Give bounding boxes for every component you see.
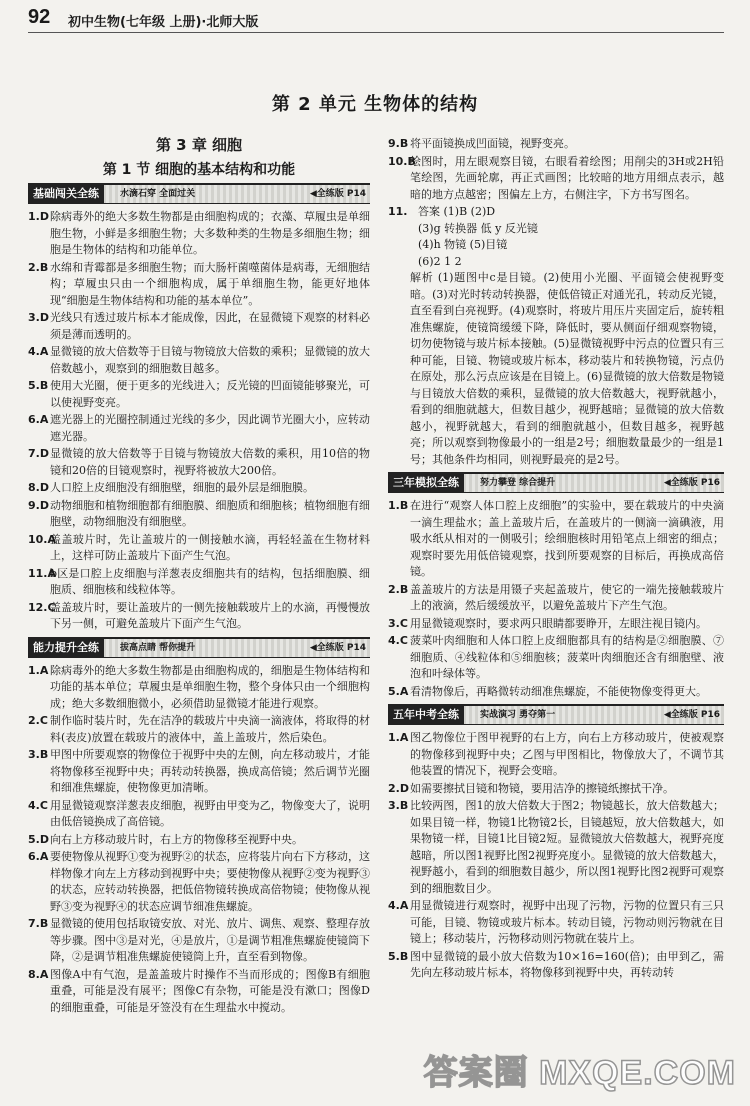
book-title: 初中生物(七年级 上册)·北师大版 (68, 15, 259, 30)
item-text: 看清物像后，再略微转动细准焦螺旋，不能使物像变得更大。 (410, 684, 707, 698)
three-year-answer-list (388, 498, 724, 700)
answer-item (388, 498, 724, 581)
answer-item (388, 154, 724, 204)
item-label: 11.A (28, 566, 56, 580)
item-label: 6.A (28, 850, 49, 863)
answer-item (28, 378, 370, 411)
answer-item (28, 209, 370, 259)
answer-item (28, 967, 370, 1017)
section-title: 第 1 节 细胞的基本结构和功能 (102, 162, 296, 178)
item-text: 如需要擦拭目镜和物镜，要用洁净的擦镜纸擦拭干净。 (410, 781, 674, 795)
item-label: 12.C (28, 600, 56, 614)
item-label: 2.B (388, 582, 409, 596)
item-label: 5.A (388, 684, 409, 698)
item-text: 制作临时装片时，先在洁净的载玻片中央滴一滴液体，将取得的材料(表皮)放置在载玻片的液体中，盖上盖玻片，然后染色。 (50, 714, 370, 744)
band-subtitle: 拔高点睛 帮你提升 (120, 642, 196, 653)
item-text: 图像A中有气泡，是盖盖玻片时操作不当而形成的；图像B有细胞重叠，可能是没有展平；图像C有杂物，可能是没有漱口；图像D的细胞重叠，可能是牙签没有在生理盐水中搅动。 (50, 967, 370, 1014)
item-label: 5.B (28, 379, 49, 392)
answer-item (28, 344, 370, 377)
answer-line: (6)2 1 2 (418, 254, 462, 268)
basic-answer-list (28, 209, 370, 633)
answer-item (28, 600, 370, 633)
item-text: 将平面镜换成凹面镜，视野变亮。 (410, 137, 575, 150)
answer-item (28, 832, 370, 849)
band-ability (28, 637, 370, 658)
unit-title: 第 2 单元 生物体的结构 (271, 94, 479, 115)
item-text: 动物细胞和植物细胞都有细胞膜、细胞质和细胞核；植物细胞有细胞壁，动物细胞没有细胞壁。 (50, 498, 370, 528)
item-text: 除病毒外的绝大多数生物都是由细胞构成的，细胞是生物体结构和功能的基本单位；草履虫是单细胞生物，整个身体只由一个细胞构成；绝大多数细胞微小，必须借助显微镜才能进行观察。 (50, 663, 370, 710)
answer-line: (3)g 转换器 低 y 反光镜 (418, 221, 538, 235)
page-number: 92 (28, 6, 51, 28)
item-label: 1.D (28, 210, 49, 223)
answer-item (28, 446, 370, 479)
item-text: 菠菜叶肉细胞和人体口腔上皮细胞都具有的结构是②细胞膜、⑦细胞质、④线粒体和⑤细胞核；菠菜叶肉细胞还含有细胞壁、液泡和叶绿体等。 (410, 634, 724, 680)
band-subtitle: 努力攀登 综合提升 (480, 478, 556, 488)
answer-item (28, 849, 370, 915)
band-subtitle: 实战演习 勇夺第一 (480, 710, 556, 720)
answer-11 (388, 204, 724, 468)
band-reference: ◀全练版 P14 (309, 642, 366, 653)
item-label: 9.D (28, 498, 49, 512)
answer-item (388, 582, 724, 615)
item-text: 遮光器上的光圈控制通过光线的多少，因此调节光圈大小，应转动遮光器。 (50, 413, 370, 443)
item-text: 盖盖玻片时，先让盖玻片的一侧接触水滴，再轻轻盖在生物材料上，这样可防止盖玻片下面产生气泡。 (50, 532, 370, 562)
item-label: 8.A (28, 967, 49, 981)
item-text: 光线只有透过玻片标本才能成像，因此，在显微镜下观察的材料必须是薄而透明的。 (50, 311, 370, 341)
item-text: 用显微镜观察洋葱表皮细胞，视野由甲变为乙，物像变大了，说明由低倍镜换成了高倍镜。 (50, 798, 370, 828)
band-reference: ◀全练版 P16 (663, 710, 720, 720)
item-text: 盖盖玻片时，要让盖玻片的一侧先接触载玻片上的水滴，再慢慢放下另一侧，可避免盖玻片下面产生气泡。 (50, 600, 370, 630)
answer-line: 答案 (1)B (2)D (418, 205, 496, 218)
item-text: 用显微镜观察时，要求两只眼睛都要睁开，左眼注视目镜内。 (410, 616, 707, 630)
band-tag: 三年模拟全练 (388, 474, 464, 492)
item-text: 除病毒外的绝大多数生物都是由细胞构成的；衣藻、草履虫是单细胞生物，小鲜是多细胞生物；大多数种类的生物是多细胞生物；细胞是生物体的结构和功能单位。 (50, 210, 370, 256)
watermark-logo: 答案圈 MXQE.COM (423, 1054, 736, 1092)
answer-analysis: 解析 (1)题图中c是目镜。(2)使用小光圈、平面镜会使视野变暗。(3)对光时转动转换器，使低倍镜正对通光孔，转动反光镜，直至看到白亮视野。(4)观察时，将玻片用压片夹固定后，旋转粗准焦螺旋，使镜筒缓缓下降，降低时，要从侧面仔细观察物镜，切勿使物镜与玻片标本接触。(5)显微镜视野中污点的位置只有三种可能，目镜、物镜或玻片标本，移动装片和转换物镜，污点仍在原处，那么污点应该是在目镜上。(6)显微镜的放大倍数是物镜与目镜放大倍数的乘积，显微镜的放大倍数越大，视野就越小，看到的细胞就越大，但数目越少，视野越暗；显微镜的放大倍数越小，视野就越大，看到的细胞就越小，但数目越多，视野越亮；所以观察到物像最小的一组是2号；细胞数量最少的一组是1号；其他条件均相同，则视野最亮的是2号。 (410, 271, 724, 466)
item-label: 3.B (388, 799, 409, 812)
item-label: 2.B (28, 260, 49, 274)
band-three-year (388, 472, 724, 493)
item-text: 人口腔上皮细胞没有细胞壁，细胞的最外层是细胞膜。 (50, 481, 314, 494)
answer-item (388, 898, 724, 948)
right-column (388, 136, 724, 983)
item-text: 甲图中所要观察的物像位于视野中央的左侧，向左移动玻片，才能将物像移至视野中央；再转动转换器，换成高倍镜；然后调节光圈和细准焦螺旋，使物像更加清晰。 (50, 748, 370, 794)
item-text: 图乙物像位于图甲视野的右上方，向右上方移动玻片，使被观察的物像移到视野中央；乙图与甲图相比，物像放大了，不调节其他装置的情况下，视野会变暗。 (410, 731, 724, 777)
ability-answer-list (28, 663, 370, 1017)
band-five-year (388, 704, 724, 725)
item-label: 1.B (388, 499, 409, 512)
item-text: 显微镜的放大倍数等于目镜与物镜放大倍数的乘积，用10倍的物镜和20倍的目镜观察时，视野将被放大200倍。 (50, 447, 370, 477)
five-year-answer-list (388, 730, 724, 982)
item-text: 图中显微镜的最小放大倍数为10×16=160(倍)；由甲到乙，需先向左移动玻片标本，将物像移到视野中央，再转动转 (410, 949, 724, 979)
header-divider (28, 32, 724, 33)
answer-item (28, 916, 370, 966)
item-text: 在进行“观察人体口腔上皮细胞”的实验中，要在载玻片的中央滴一滴生理盐水；盖上盖玻片后，在盖玻片的一侧滴一滴碘液，用吸水纸从相对的一侧吸引；绘细胞核时用铅笔点上细密的细点；观察时要先用低倍镜观察，找到所要观察的目标后，再换成高倍镜。 (410, 499, 724, 578)
item-text: 向右上方移动玻片时，右上方的物像移至视野中央。 (50, 832, 303, 846)
item-label: 2.D (388, 781, 409, 795)
item-text: 盖盖玻片的方法是用镊子夹起盖玻片，使它的一端先接触载玻片上的液滴，然后缓缓放平，以避免盖玻片下产生气泡。 (410, 582, 724, 612)
left-column (28, 136, 370, 1017)
answer-item (28, 412, 370, 445)
band-basic (28, 183, 370, 204)
item-label: 6.A (28, 413, 49, 426)
chapter-title: 第 3 章 细胞 (155, 136, 243, 154)
answer-line: (4)h 物镜 (5)目镜 (418, 238, 508, 251)
item-label: 4.C (388, 634, 408, 647)
item-label: 3.C (388, 616, 408, 630)
answer-item (28, 260, 370, 310)
band-reference: ◀全练版 P16 (663, 478, 720, 488)
answer-item (388, 136, 724, 153)
band-tag: 五年中考全练 (388, 706, 464, 724)
answer-item (388, 798, 724, 897)
item-label: 7.D (28, 447, 49, 460)
answer-item (28, 798, 370, 831)
item-label: 4.A (388, 899, 409, 912)
answer-item (28, 480, 370, 497)
answer-item (28, 747, 370, 797)
answer-item (388, 633, 724, 683)
item-text: b区是口腔上皮细胞与洋葱表皮细胞共有的结构，包括细胞膜、细胞质、细胞核和线粒体等。 (50, 566, 370, 596)
answer-item (28, 310, 370, 343)
item-text: 使用大光圈，便于更多的光线进入；反光镜的凹面镜能够聚光，可以使视野变亮。 (50, 379, 370, 409)
band-tag: 基础闯关全练 (28, 185, 104, 203)
item-label: 3.D (28, 311, 49, 324)
item-label: 11. (388, 205, 408, 218)
item-label: 10.A (28, 532, 56, 546)
answer-item (388, 616, 724, 633)
band-reference: ◀全练版 P14 (309, 189, 366, 199)
answer-item (28, 532, 370, 565)
answer-item (28, 566, 370, 599)
item-label: 4.C (28, 798, 48, 812)
item-label: 5.D (28, 832, 49, 846)
item-text: 用显微镜进行观察时，视野中出现了污物，污物的位置只有三只可能，目镜、物镜或玻片标本。转动目镜，污物动则污物就在目镜上；移动装片，污物移动则污物就在装片上。 (410, 899, 724, 945)
answer-item (388, 730, 724, 780)
answer-item (388, 949, 724, 982)
item-label: 2.C (28, 714, 48, 727)
item-text: 绘图时，用左眼观察目镜，右眼看着绘图；用削尖的3H或2H铅笔绘图，先画轮廓，再正式画图；比较暗的地方用细点表示，越暗的地方点越密；图偏左上方，右侧注字，下方书写图名。 (410, 154, 724, 201)
answer-item (28, 713, 370, 746)
item-label: 4.A (28, 345, 49, 358)
item-label: 3.B (28, 748, 49, 761)
item-text: 要使物像从视野①变为视野②的状态，应将装片向右下方移动，这样物像才向左上方移动到视野中央；要使物像从视野②变为视野③的状态，应转动转换器，把低倍物镜转换成高倍物镜；使物像从视野③变为视野④的状态应调节细准焦螺旋。 (50, 850, 370, 913)
page-header (28, 6, 750, 34)
item-label: 8.D (28, 481, 49, 494)
item-text: 显微镜的使用包括取镜安放、对光、放片、调焦、观察、整理存放等步骤。图中③是对光，④是放片，①是调节粗准焦螺旋使镜筒下降，②是调节粗准焦螺旋使镜筒上升，直至看到物像。 (50, 917, 370, 963)
item-label: 1.A (28, 663, 49, 677)
item-text: 水绵和青霉都是多细胞生物；而大肠杆菌噬菌体是病毒，无细胞结构；草履虫只由一个细胞构成，属于单细胞生物，能更好地体现“细胞是生物体结构和功能的基本单位”。 (50, 260, 370, 307)
item-label: 7.B (28, 917, 49, 930)
right-answer-list (388, 136, 724, 203)
item-label: 5.B (388, 949, 409, 963)
item-text: 比较两图，图1的放大倍数大于图2；物镜越长，放大倍数越大；如果目镜一样，物镜1比物镜2长，目镜越短，放大倍数越大，如果物镜一样，目镜1比目镜2短。显微镜放大倍数越大，视野亮度越暗，所以图1视野比图2视野亮度小。显微镜的放大倍数越大，视野越小，看到的细胞数目越少，所以图1视野比图2视野可观察到的细胞数目少。 (410, 799, 724, 895)
item-label: 1.A (388, 731, 409, 744)
answer-item (388, 781, 724, 798)
item-label: 9.B (388, 137, 409, 150)
item-label: 10.B (388, 154, 416, 168)
answer-item (28, 663, 370, 713)
answer-item (388, 684, 724, 701)
item-text: 显微镜的放大倍数等于目镜与物镜放大倍数的乘积；显微镜的放大倍数越小，观察到的细胞数目越多。 (50, 345, 370, 375)
band-subtitle: 水滴石穿 全面过关 (120, 189, 196, 199)
band-tag: 能力提升全练 (28, 639, 104, 657)
answer-item (28, 498, 370, 531)
